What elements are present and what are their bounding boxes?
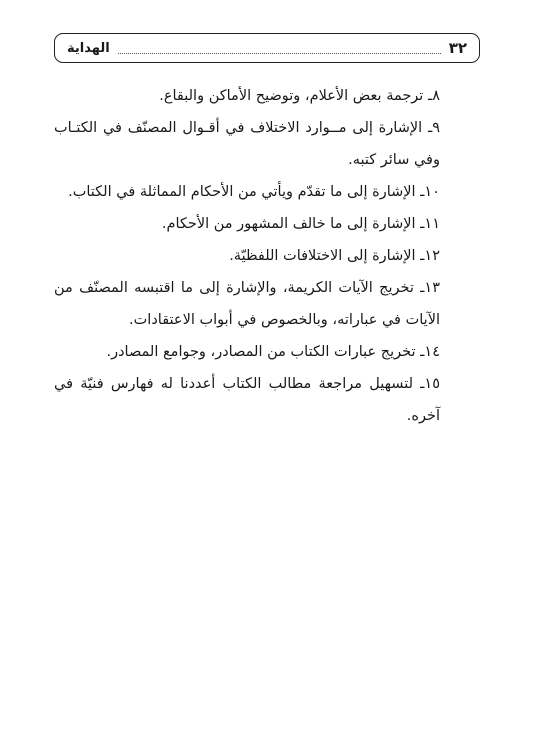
- list-item-10: ١٠ـ الإشارة إلى ما تقدّم ويأتي من الأحكام المماثلة في الكتاب.: [68, 184, 440, 200]
- list-item-8: ٨ـ ترجمة بعض الأعلام، وتوضيح الأماكن والبقاع.: [159, 88, 440, 104]
- page-number: ٣٢: [448, 39, 467, 57]
- list-item-15: ١٥ـ لتسهيل مراجعة مطالب الكتاب أعددنا له فهارس فنيّة في آخره.: [54, 376, 440, 424]
- book-title: الهداية: [67, 40, 110, 56]
- list-item-13: ١٣ـ تخريج الآيات الكريمة، والإشارة إلى ما اقتبسه المصنّف من الآيات في عباراته، وبالخصوص في أبواب الاعتقادات.: [54, 280, 440, 328]
- list-item-14: ١٤ـ تخريج عبارات الكتاب من المصادر، وجوامع المصادر.: [106, 344, 440, 360]
- list-item-12: ١٢ـ الإشارة إلى الاختلافات اللفظيّة.: [229, 248, 440, 264]
- list-item-11: ١١ـ الإشارة إلى ما خالف المشهور من الأحكام.: [161, 216, 440, 232]
- page-body: [54, 80, 480, 432]
- page-header: [54, 33, 480, 63]
- list-item-9: ٩ـ الإشارة إلى مــوارد الاختلاف في أقـوال المصنّف في الكتـاب وفي سائر كتبه.: [54, 120, 440, 168]
- header-dotted-leader: [118, 52, 441, 54]
